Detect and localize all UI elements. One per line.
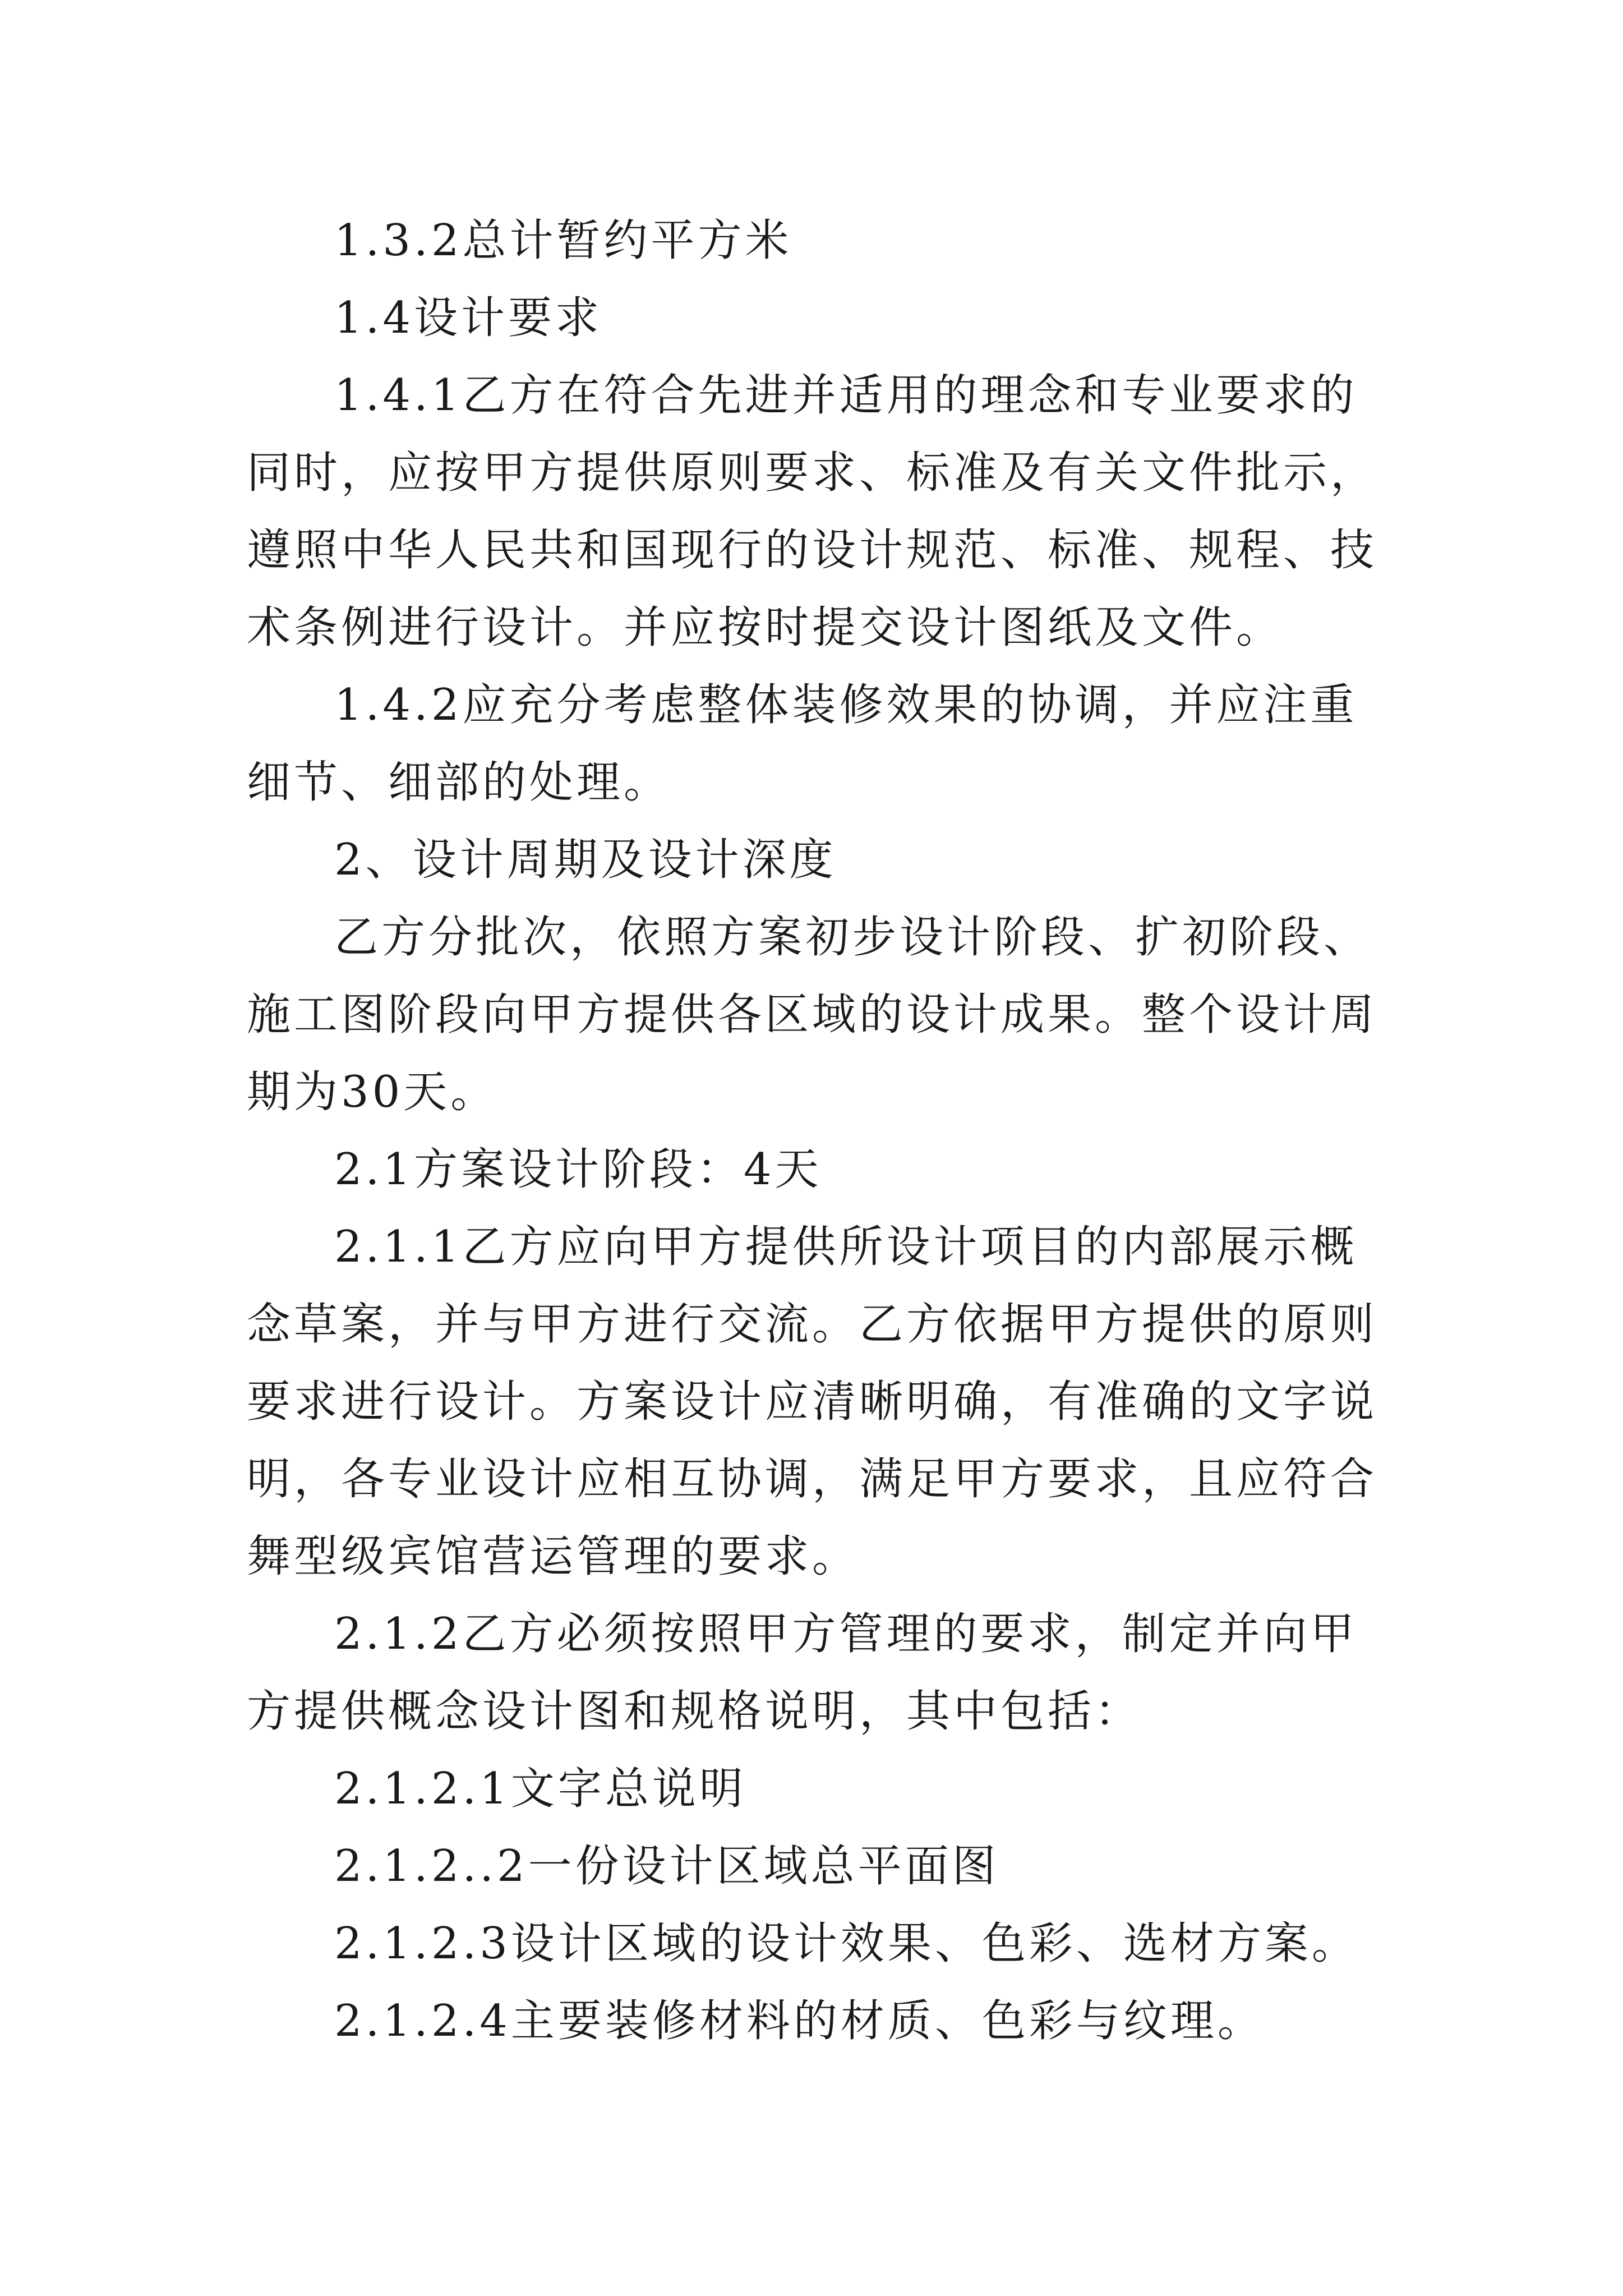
- paragraph: 2.1.1乙方应向甲方提供所设计项目的内部展示概念草案，并与甲方进行交流。乙方依据甲方提供的原则要求进行设计。方案设计应清晰明确，有准确的文字说明，各专业设计应相互协调，满足甲方要求，且应符合舞型级宾馆营运管理的要求。: [247, 1222, 1378, 1582]
- paragraph: 2.1方案设计阶段：4天: [334, 1144, 822, 1195]
- document-body: [247, 202, 1391, 2060]
- paragraph: 1.4设计要求: [334, 293, 603, 343]
- paragraph: 1.4.1乙方在符合先进并适用的理念和专业要求的同时，应按甲方提供原则要求、标准及有关文件批示，遵照中华人民共和国现行的设计规范、标准、规程、技术条例进行设计。并应按时提交设计图纸及文件。: [247, 370, 1378, 653]
- paragraph: 1.4.2应充分考虑整体装修效果的协调，并应注重细节、细部的处理。: [247, 680, 1358, 808]
- paragraph: 2.1.2.4主要装修材料的材质、色彩与纹理。: [334, 1996, 1265, 2046]
- paragraph: 2、设计周期及设计深度: [334, 835, 837, 885]
- paragraph: 1.3.2总计暂约平方米: [334, 215, 792, 266]
- paragraph: 2.1.2.3设计区域的设计效果、色彩、选材方案。: [334, 1918, 1359, 1969]
- paragraph: 2.1.2乙方必须按照甲方管理的要求，制定并向甲方提供概念设计图和规格说明，其中包括：: [247, 1609, 1358, 1737]
- paragraph: 乙方分批次，依照方案初步设计阶段、扩初阶段、施工图阶段向甲方提供各区域的设计成果。整个设计周期为30天。: [247, 912, 1378, 1117]
- paragraph: 2.1.2..2一份设计区域总平面图: [334, 1841, 999, 1892]
- paragraph: 2.1.2.1文字总说明: [334, 1764, 746, 1814]
